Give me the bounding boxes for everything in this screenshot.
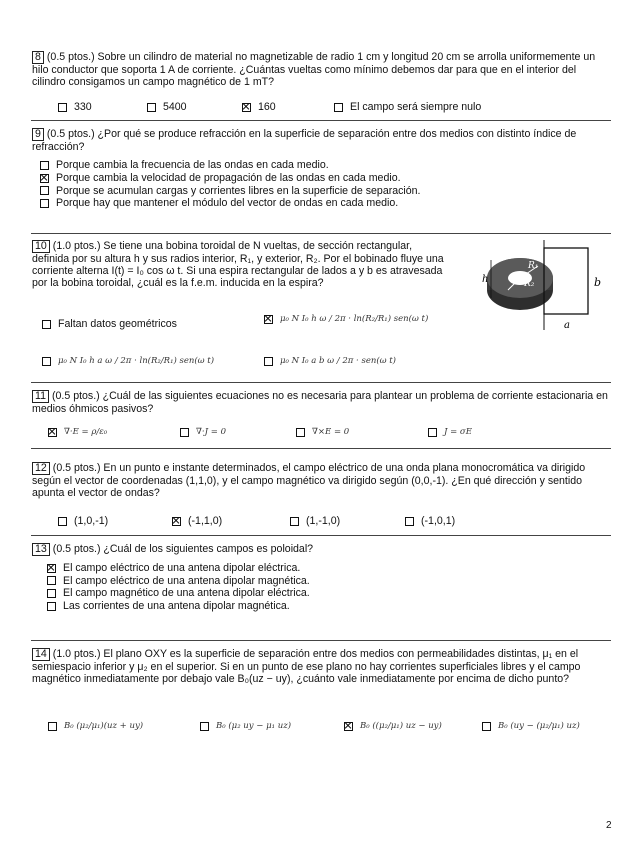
- h-label: h: [482, 274, 489, 285]
- separator: [31, 535, 611, 536]
- option-d[interactable]: Porque hay que mantener el módulo del vector de ondas en cada medio.: [40, 197, 610, 209]
- question-text: (1.0 ptos.) Se tiene una bobina toroidal de N vueltas, de sección rectangular, definida por su altura h y sus radios interior, R₁, y exterior, R₂. Por el bobinado fluye una corriente alterna I(t) = I₀ cos ω t. Si una espira rectangular de lados a y b es atravesada por la bobina toroidal, ¿cuál es la f.e.m. inducida en la espira?: [32, 240, 444, 290]
- option-b[interactable]: ∇·J = 0: [180, 426, 226, 438]
- question-8: [32, 51, 610, 113]
- question-14: [32, 648, 610, 731]
- separator: [31, 382, 611, 383]
- option-b[interactable]: El campo eléctrico de una antena dipolar magnética.: [47, 575, 610, 587]
- r1-label: R₁: [528, 261, 539, 271]
- question-text: (0.5 ptos.) En un punto e instante determinados, el campo eléctrico de una onda plana monocromática va dirigido según el vector de coordenadas (1,1,0), y el campo magnético va dirigido según (0,0,-1). ¿En qué dirección y sentido apunta el vector de ondas?: [32, 462, 586, 500]
- checkbox-checked[interactable]: [172, 517, 181, 526]
- question-text: (0.5 ptos.) ¿Por qué se produce refracción en la superficie de separación entre dos medios con distinto índice de refracción?: [32, 128, 577, 153]
- checkbox[interactable]: [47, 602, 56, 611]
- checkbox[interactable]: [58, 103, 67, 112]
- checkbox[interactable]: [40, 186, 49, 195]
- option-d[interactable]: El campo será siempre nulo: [334, 101, 481, 113]
- question-number: 12: [32, 462, 50, 475]
- option-a[interactable]: 330: [58, 101, 92, 113]
- checkbox[interactable]: [40, 161, 49, 170]
- question-text: (0.5 ptos.) ¿Cuál de las siguientes ecuaciones no es necesaria para plantear un problema de corriente estacionaria en medios óhmicos pasivos?: [32, 390, 608, 415]
- checkbox[interactable]: [42, 320, 51, 329]
- separator: [31, 640, 611, 641]
- option-a[interactable]: (1,0,-1): [58, 515, 108, 527]
- option-b[interactable]: (-1,1,0): [172, 515, 222, 527]
- option-d[interactable]: μ₀ N I₀ a b ω / 2π · sen(ω t): [264, 356, 396, 366]
- checkbox[interactable]: [482, 722, 491, 731]
- toroid-figure: [480, 240, 610, 332]
- option-a[interactable]: Porque cambia la frecuencia de las ondas en cada medio.: [40, 159, 610, 171]
- question-12: [32, 462, 610, 527]
- checkbox[interactable]: [290, 517, 299, 526]
- checkbox[interactable]: [200, 722, 209, 731]
- option-c[interactable]: (1,-1,0): [290, 515, 340, 527]
- option-c[interactable]: El campo magnético de una antena dipolar eléctrica.: [47, 587, 610, 599]
- checkbox[interactable]: [428, 428, 437, 437]
- checkbox-checked[interactable]: [48, 428, 57, 437]
- checkbox-checked[interactable]: [47, 564, 56, 573]
- separator: [31, 120, 611, 121]
- option-d[interactable]: Las corrientes de una antena dipolar magnética.: [47, 600, 610, 612]
- option-b[interactable]: μ₀ N I₀ h ω / 2π · ln(R₂/R₁) sen(ω t): [264, 314, 428, 324]
- option-a[interactable]: El campo eléctrico de una antena dipolar eléctrica.: [47, 562, 610, 574]
- r2-label: R₂: [524, 279, 535, 289]
- option-b[interactable]: Porque cambia la velocidad de propagación de las ondas en cada medio.: [40, 172, 610, 184]
- checkbox[interactable]: [48, 722, 57, 731]
- question-number: 9: [32, 128, 44, 141]
- checkbox[interactable]: [47, 589, 56, 598]
- option-b[interactable]: B₀ (μ₂ uy − μ₁ uz): [200, 720, 291, 732]
- checkbox[interactable]: [405, 517, 414, 526]
- question-13: [32, 543, 610, 613]
- question-number: 14: [32, 648, 50, 661]
- question-9: [32, 128, 610, 210]
- option-d[interactable]: B₀ (uy − (μ₂/μ₁) uz): [482, 720, 580, 732]
- checkbox[interactable]: [58, 517, 67, 526]
- checkbox-checked[interactable]: [264, 315, 273, 324]
- checkbox[interactable]: [147, 103, 156, 112]
- checkbox-checked[interactable]: [40, 174, 49, 183]
- question-number: 8: [32, 51, 44, 64]
- question-number: 11: [32, 390, 49, 403]
- question-text: (0.5 ptos.) Sobre un cilindro de material no magnetizable de radio 1 cm y longitud 20 cm se arrolla uniformemente un hilo conductor que soporta 1 A de corriente. ¿Cuántas vueltas como mínimo debemos dar para que en el interior del cilindro consigamos un campo magnético de 1 mT?: [32, 51, 596, 89]
- option-c[interactable]: 160: [242, 101, 276, 113]
- option-a[interactable]: B₀ (μ₂/μ₁)(uz + uy): [48, 720, 143, 732]
- checkbox[interactable]: [296, 428, 305, 437]
- question-text: (1.0 ptos.) El plano OXY es la superficie de separación entre dos medios con permeabilidades distintas, μ₁ en el semiespacio inferior y μ₂ en el superior. Si en un punto de ese plano no hay corrientes superficiales libres y el campo magnético inmediatamente por debajo vale B₀(uz − uy), ¿cuánto vale inmediatamente por encima de dicho punto?: [32, 648, 581, 686]
- option-c[interactable]: Porque se acumulan cargas y corrientes libres en la superficie de separación.: [40, 185, 610, 197]
- page-number: 2: [606, 820, 612, 831]
- question-text: (0.5 ptos.) ¿Cuál de los siguientes campos es poloidal?: [52, 543, 314, 555]
- option-b[interactable]: 5400: [147, 101, 187, 113]
- option-c[interactable]: μ₀ N I₀ h a ω / 2π · ln(R₂/R₁) sen(ω t): [42, 356, 214, 366]
- option-c[interactable]: B₀ ((μ₂/μ₁) uz − uy): [344, 720, 442, 732]
- checkbox[interactable]: [47, 576, 56, 585]
- option-a[interactable]: ∇·E = ρ/ε₀: [48, 426, 107, 438]
- checkbox[interactable]: [42, 357, 51, 366]
- option-d[interactable]: J = σE: [428, 426, 472, 438]
- question-number: 10: [32, 240, 50, 253]
- option-a[interactable]: Faltan datos geométricos: [42, 318, 177, 330]
- checkbox-checked[interactable]: [242, 103, 251, 112]
- checkbox[interactable]: [264, 357, 273, 366]
- a-label: a: [564, 320, 570, 331]
- checkbox[interactable]: [334, 103, 343, 112]
- option-c[interactable]: ∇×E = 0: [296, 426, 349, 438]
- separator: [31, 233, 611, 234]
- checkbox-checked[interactable]: [344, 722, 353, 731]
- checkbox[interactable]: [40, 199, 49, 208]
- b-label: b: [594, 276, 602, 289]
- question-10: [32, 240, 452, 290]
- separator: [31, 448, 611, 449]
- question-11: [32, 390, 610, 437]
- option-d[interactable]: (-1,0,1): [405, 515, 455, 527]
- question-number: 13: [32, 543, 50, 556]
- checkbox[interactable]: [180, 428, 189, 437]
